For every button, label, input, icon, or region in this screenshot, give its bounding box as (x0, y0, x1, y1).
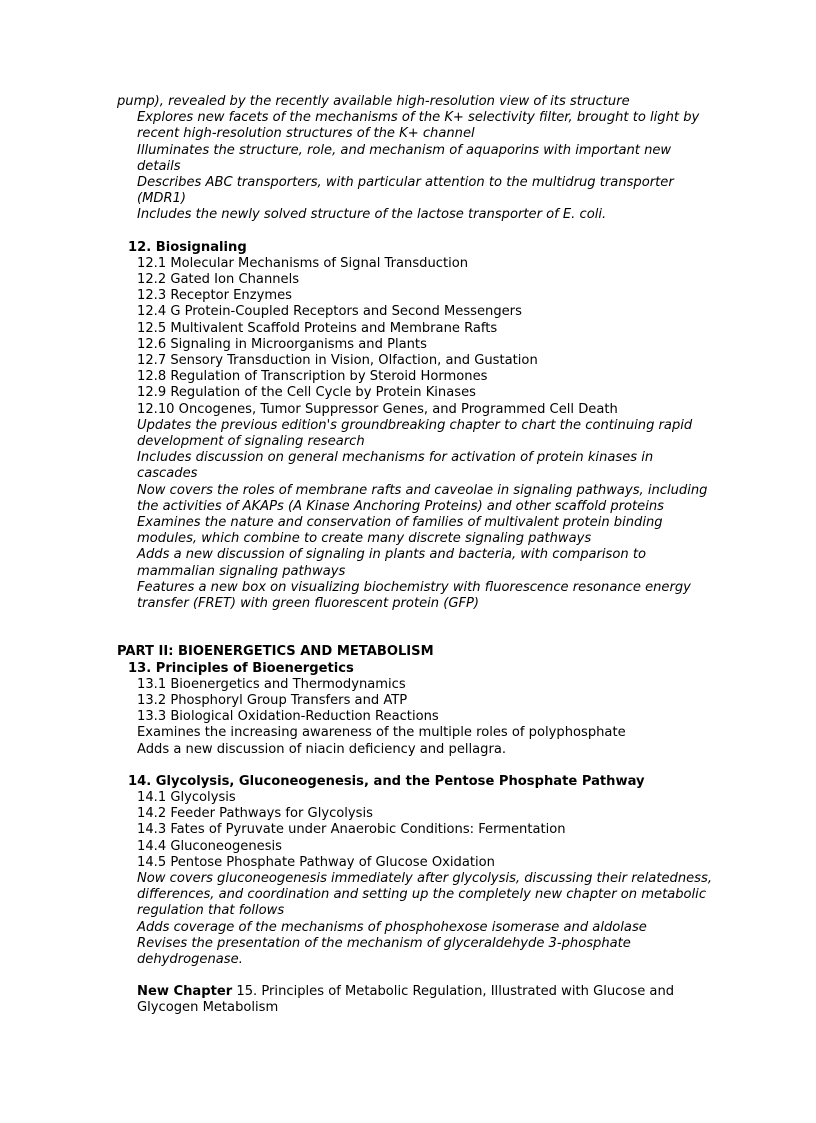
chapter-13-section: 13.1 Bioenergetics and Thermodynamics (137, 676, 406, 692)
chapter-12-note: Includes discussion on general mechanisms for activation of protein kinases in cascades (137, 450, 654, 482)
document-page (117, 94, 717, 1017)
chapter-12-note: Examines the nature and conservation of families of multivalent protein binding modules, which combine to create many discrete signaling pathways (137, 515, 663, 547)
chapter-14-section: 14.3 Fates of Pyruvate under Anaerobic Conditions: Fermentation (137, 822, 566, 838)
chapter-12-section: 12.2 Gated Ion Channels (137, 272, 300, 288)
chapter-12-section: 12.3 Receptor Enzymes (137, 288, 292, 304)
chapter-12-note: Adds a new discussion of signaling in plants and bacteria, with comparison to mammalian signaling pathways (137, 547, 647, 579)
chapter-12-section: 12.6 Signaling in Microorganisms and Plants (137, 336, 427, 352)
chapter-12-heading: 12. Biosignaling (128, 239, 247, 255)
intro-note: Illuminates the structure, role, and mechanism of aquaporins with important new details (137, 142, 672, 174)
chapter-12-section: 12.8 Regulation of Transcription by Steroid Hormones (137, 369, 488, 385)
intro-note: Describes ABC transporters, with particular attention to the multidrug transporter (MDR1) (137, 175, 674, 207)
chapter-12-section: 12.4 G Protein-Coupled Receptors and Second Messengers (137, 304, 522, 320)
chapter-13-section: 13.3 Biological Oxidation-Reduction Reactions (137, 709, 439, 725)
chapter-14-section: 14.2 Feeder Pathways for Glycolysis (137, 806, 373, 822)
part-heading: PART II: BIOENERGETICS AND METABOLISM (117, 644, 434, 660)
chapter-13-note: Adds a new discussion of niacin deficiency and pellagra. (137, 741, 507, 757)
intro-note: Explores new facets of the mechanisms of the K+ selectivity filter, brought to light by recent high-resolution structures of the K+ channel (137, 110, 700, 142)
chapter-12-section: 12.9 Regulation of the Cell Cycle by Protein Kinases (137, 385, 476, 401)
intro-continuation-line: pump), revealed by the recently available high-resolution view of its structure (117, 94, 630, 109)
chapter-14-note: Now covers gluconeogenesis immediately after glycolysis, discussing their relatedness, differences, and coordination and setting up the completely new chapter on metabolic regulation that follows (137, 870, 712, 919)
chapter-12-note: Features a new box on visualizing biochemistry with fluorescence resonance energy transfer (FRET) with green fluorescent protein (GFP) (137, 579, 691, 612)
chapter-14-section: 14.5 Pentose Phosphate Pathway of Glucose Oxidation (137, 854, 495, 870)
chapter-13-note: Examines the increasing awareness of the multiple roles of polyphosphate (137, 725, 626, 741)
chapter-12-note: Updates the previous edition's groundbreaking chapter to chart the continuing rapid development of signaling research (137, 417, 693, 450)
intro-note: Includes the newly solved structure of the lactose transporter of E. coli. (137, 207, 607, 223)
chapter-12-note: Now covers the roles of membrane rafts and caveolae in signaling pathways, including the activities of AKAPs (A Kinase Anchoring Proteins) and other scaffold proteins (137, 482, 708, 514)
chapter-13-section: 13.2 Phosphoryl Group Transfers and ATP (137, 692, 408, 708)
chapter-12-section: 12.7 Sensory Transduction in Vision, Olfaction, and Gustation (137, 353, 538, 369)
chapter-14-note: Revises the presentation of the mechanism of glyceraldehyde 3-phosphate dehydrogenase. (137, 935, 631, 967)
new-chapter-label: New Chapter (137, 984, 233, 1000)
chapter-14-heading: 14. Glycolysis, Gluconeogenesis, and the Pentose Phosphate Pathway (128, 773, 645, 789)
chapter-13-heading: 13. Principles of Bioenergetics (128, 660, 354, 676)
chapter-14-section: 14.4 Gluconeogenesis (137, 838, 282, 854)
chapter-12-section: 12.10 Oncogenes, Tumor Suppressor Genes, and Programmed Cell Death (137, 401, 618, 417)
chapter-12-section: 12.1 Molecular Mechanisms of Signal Transduction (137, 255, 469, 271)
chapter-14-note: Adds coverage of the mechanisms of phosphohexose isomerase and aldolase (137, 919, 647, 935)
chapter-12-section: 12.5 Multivalent Scaffold Proteins and Membrane Rafts (137, 320, 498, 336)
chapter-15-title: 15. Principles of Metabolic Regulation, Illustrated with Glucose and Glycogen Metabolism (137, 984, 675, 1016)
chapter-14-section: 14.1 Glycolysis (137, 789, 236, 805)
chapter-15-entry (117, 984, 717, 1016)
